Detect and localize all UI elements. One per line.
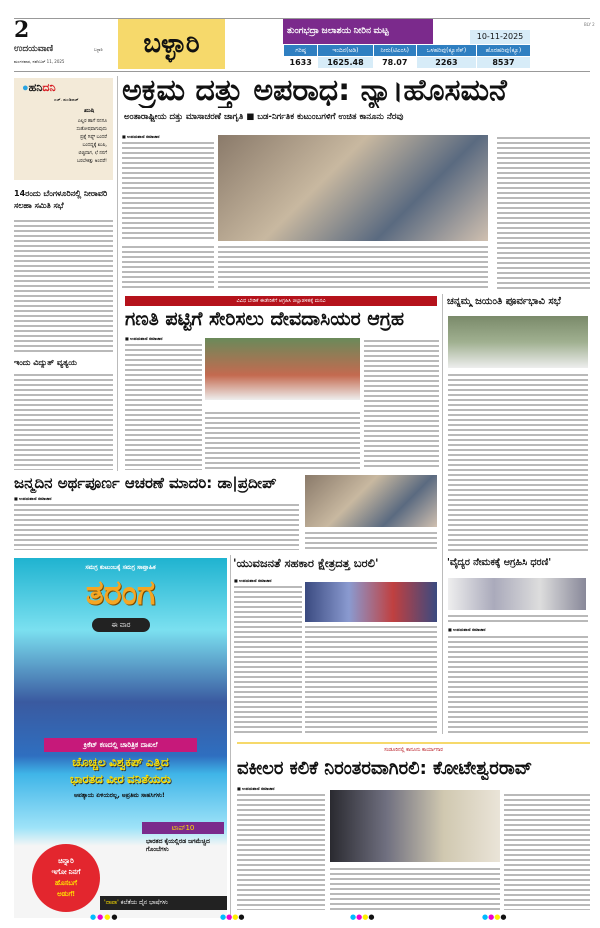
dam-table — [283, 44, 531, 69]
ad-top10: ಟಾಪ್10 — [142, 822, 224, 834]
dam-header: ಗರಿಷ್ಠ — [284, 45, 318, 57]
channamma-headline: ಚನ್ನಮ್ಮ ಜಯಂತಿ ಪೂರ್ವಭಾವಿ ಸಭೆ — [447, 296, 561, 307]
dam-value: 1625.48 — [318, 57, 373, 69]
doctor-photo — [448, 578, 586, 610]
ad-banner: ಕ್ರಿಕೆಟ್ ಕಣದಲ್ಲಿ ಚಾರಿತ್ರಿಕ ದಾಖಲೆ — [44, 738, 197, 752]
youth-body — [234, 584, 302, 734]
dam-header: ಹೊರಹರಿವು(ಕ್ಯೂ) — [476, 45, 530, 57]
column-rule — [442, 294, 443, 734]
story-irrigation-headline: 14ರಂದು ಬೆಂಗಳೂರಿನಲ್ಲಿ ನೀರಾವರಿ ಸಲಹಾ ಸಮಿತಿ ಸಭೆ — [14, 189, 108, 210]
ad-tagline: ಸಮಗ್ರ ಕುಟುಂಬಕ್ಕೆ ಸಮಗ್ರ ಸಾಪ್ತಾಹಿಕ — [85, 564, 156, 571]
devadasi-headline: ಗಣತಿ ಪಟ್ಟಿಗೆ ಸೇರಿಸಲು ದೇವದಾಸಿಯರ ಆಗ್ರಹ — [125, 308, 405, 330]
birthday-body — [14, 502, 299, 550]
ad-line: ಆಪತ್ಕಾಯ ಏಳಿಯರಲ್ಲ, ಅಪ್ರತಿಮ ಸಾಹಸಿಗಳು! — [74, 792, 165, 799]
dam-title: ತುಂಗಭದ್ರಾ ಜಲಾಶಯ ನೀರಿನ ಮಟ್ಟ — [283, 19, 433, 44]
lawyer-byline: ■ ಉದಯವಾಣಿ ಸಮಾಚಾರ — [237, 786, 275, 791]
youth-body — [305, 624, 437, 734]
yellow-rule — [237, 742, 590, 744]
devadasi-body — [205, 410, 360, 470]
registration-marks: ●●●● — [90, 913, 119, 921]
ad-top10-text: ಭಾರತದ ಕೈಯಲ್ಲಿರಡ ಜಗಮೆಚ್ಚಿದ ಗೊಂಬೆಗಳು — [146, 838, 210, 853]
lead-body — [497, 135, 590, 290]
lead-subhead: ಅಂತಾರಾಷ್ಟ್ರೀಯ ದತ್ತು ಮಾಸಾಚರಣೆ ಜಾಗೃತಿ ■ ಬಡ-ನಿರ್ಗತಿಕ ಕುಟುಂಬಗಳಿಗೆ ಉಚಿತ ಕಾನೂನು ನೆರವು — [124, 112, 404, 122]
registration-marks: ●●●● — [482, 913, 507, 921]
dam-value: 1633 — [284, 57, 318, 69]
ad-badge: ಈ ವಾರ — [92, 618, 150, 632]
doctor-byline: ■ ಉದಯವಾಣಿ ಸಮಾಚಾರ — [448, 627, 486, 632]
dam-header: ಒಳಹರಿವು(ಕ್ಯೂಸೆಕ್) — [416, 45, 476, 57]
devadasi-body — [364, 338, 439, 470]
page-code: BLY 2 — [584, 22, 595, 27]
youth-byline: ■ ಉದಯವಾಣಿ ಸಮಾಚಾರ — [234, 578, 272, 583]
dam-value: 78.07 — [373, 57, 416, 69]
date-line: ಮಂಗಳವಾರ, ನವೆಂಬರ್ 11, 2025 — [14, 59, 65, 64]
dam-value: 2263 — [416, 57, 476, 69]
story-irrigation-body — [14, 218, 113, 353]
story-power-body — [14, 372, 113, 470]
ad-title: ಭಾರತದ ವೀರ ವನಿತೆಯರು — [70, 772, 171, 786]
lead-body — [122, 244, 214, 289]
lawyer-body — [330, 866, 500, 910]
registration-marks: ●●●● — [220, 913, 245, 921]
lawyer-body — [504, 792, 590, 910]
dam-header: ನೀರು(ಟಿಎಂಸಿ) — [373, 45, 416, 57]
youth-headline: 'ಯುವಜನತೆ ಸಹಕಾರ ಕ್ಷೇತ್ರದತ್ತ ಬರಲಿ' — [233, 556, 379, 570]
lawyer-headline: ವಕೀಲರ ಕಲಿಕೆ ನಿರಂತರವಾಗಿರಲಿ: ಕೋಟೇಶ್ವರರಾವ್ — [237, 758, 533, 779]
drop-icon: ● — [22, 82, 29, 94]
channamma-body — [448, 372, 588, 552]
hanidani-poem: ಎಲ್ಲರ ಹಾಗೆ ನನಗೂ ಸಂತೋಷವಾಗುವುದು ಪ್ರಶ್ನೆ ಗಿಫ್ಟ್ ಬಂದರೆ ಬಂದದ್ದಕ್ಕೆ ಖುಷಿ, ಬಿಚ್ಚಿದಾಗ, ಛೆ ನನಗೆ ಬರಬೇಕಿತ್ತು ಅಂದರೆ! — [76, 119, 107, 164]
doctor-headline: 'ವೈದ್ಯರ ನೇಮಕಕ್ಕೆ ಆಗ್ರಹಿಸಿ ಧರಣಿ' — [447, 557, 552, 568]
header-rule — [14, 71, 590, 72]
lead-body — [122, 140, 214, 240]
column-rule — [230, 555, 231, 920]
section-title: ಬಳ್ಳಾರಿ — [118, 19, 225, 69]
youth-photo — [305, 582, 437, 622]
lawyer-photo — [330, 790, 500, 862]
devadasi-photo — [205, 338, 360, 400]
lawyer-body — [237, 792, 325, 910]
lead-headline: ಅಕ್ರಮ ದತ್ತು ಅಪರಾಧ: ನ್ಯಾ।ಹೊಸಮನೆ — [122, 74, 507, 108]
column-rule — [117, 76, 118, 471]
taranga-ad[interactable] — [14, 558, 227, 918]
devadasi-kicker: ವಿವಿಧ ಬೇಡಿಕೆ ಈಡೇರಿಕೆಗೆ ಆಗ್ರಹಿಸಿ ಜಿಲ್ಲಾಡಳಿತಕ್ಕೆ ಮನವಿ — [125, 296, 437, 306]
hanidani-title: ಹನಿ — [28, 82, 43, 94]
birthday-caption — [305, 530, 437, 550]
doctor-body — [448, 634, 588, 736]
hanidani-author: ಎಚ್. ಡುಂಡಿರಾಜ್ — [54, 97, 79, 102]
hanidani-box — [14, 78, 113, 180]
birthday-headline: ಜನ್ಮದಿನ ಅರ್ಥಪೂರ್ಣ ಆಚರಣೆ ಮಾದರಿ: ಡಾ|ಪ್ರದೀಪ್ — [14, 474, 277, 492]
ad-title: ಚೊಚ್ಚಲ ವಿಶ್ವಕಪ್ ಎತ್ತಿದ — [72, 755, 169, 769]
hanidani-sub: ಖುಷಿ — [84, 108, 95, 114]
ad-brand: ತರಂಗ — [85, 574, 156, 612]
devadasi-body — [125, 342, 202, 470]
registration-marks: ●●●● — [350, 913, 375, 921]
dam-header: ಇಂದಿನ(ಅಡಿ) — [318, 45, 373, 57]
ad-footer: 'ನಾಪಾ' ಕಲೆತೆಯ ದೈನ ಭಾಷೆಗಳು — [100, 896, 227, 910]
channamma-photo — [448, 316, 588, 368]
story-power-headline: ಇಂದು ವಿದ್ಯುತ್ ವ್ಯತ್ಯಯ — [14, 358, 77, 367]
devadasi-byline: ■ ಉದಯವಾಣಿ ಸಮಾಚಾರ — [125, 336, 163, 341]
birthday-byline: ■ ಉದಯವಾಣಿ ಸಮಾಚಾರ — [14, 496, 52, 501]
dam-value: 8537 — [476, 57, 530, 69]
page-number: 2 — [14, 17, 30, 43]
lead-photo — [218, 135, 488, 241]
edition-tag: ಬಳ್ಳಾರಿ — [94, 47, 103, 52]
ad-kids-badge: ಚಿನ್ನಾರಿ ಇಗೋ ನಿನಗೆ ಹೊಸಬಗೆ ಅಡುಗೆ! — [32, 844, 100, 912]
paper-name: ಉದಯವಾಣಿ — [14, 44, 54, 54]
lead-body — [218, 244, 488, 289]
lawyer-kicker: ಸಂಡೂರಿನಲ್ಲಿ ಕಾನೂನು ಕಾರ್ಯಾಗಾರ — [384, 747, 443, 753]
dam-date: 10-11-2025 — [470, 30, 530, 44]
birthday-photo — [305, 475, 437, 527]
lead-byline: ■ ಉದಯವಾಣಿ ಸಮಾಚಾರ — [122, 134, 160, 139]
doctor-caption — [448, 613, 588, 625]
hanidani-title: ದನಿ — [42, 82, 56, 94]
